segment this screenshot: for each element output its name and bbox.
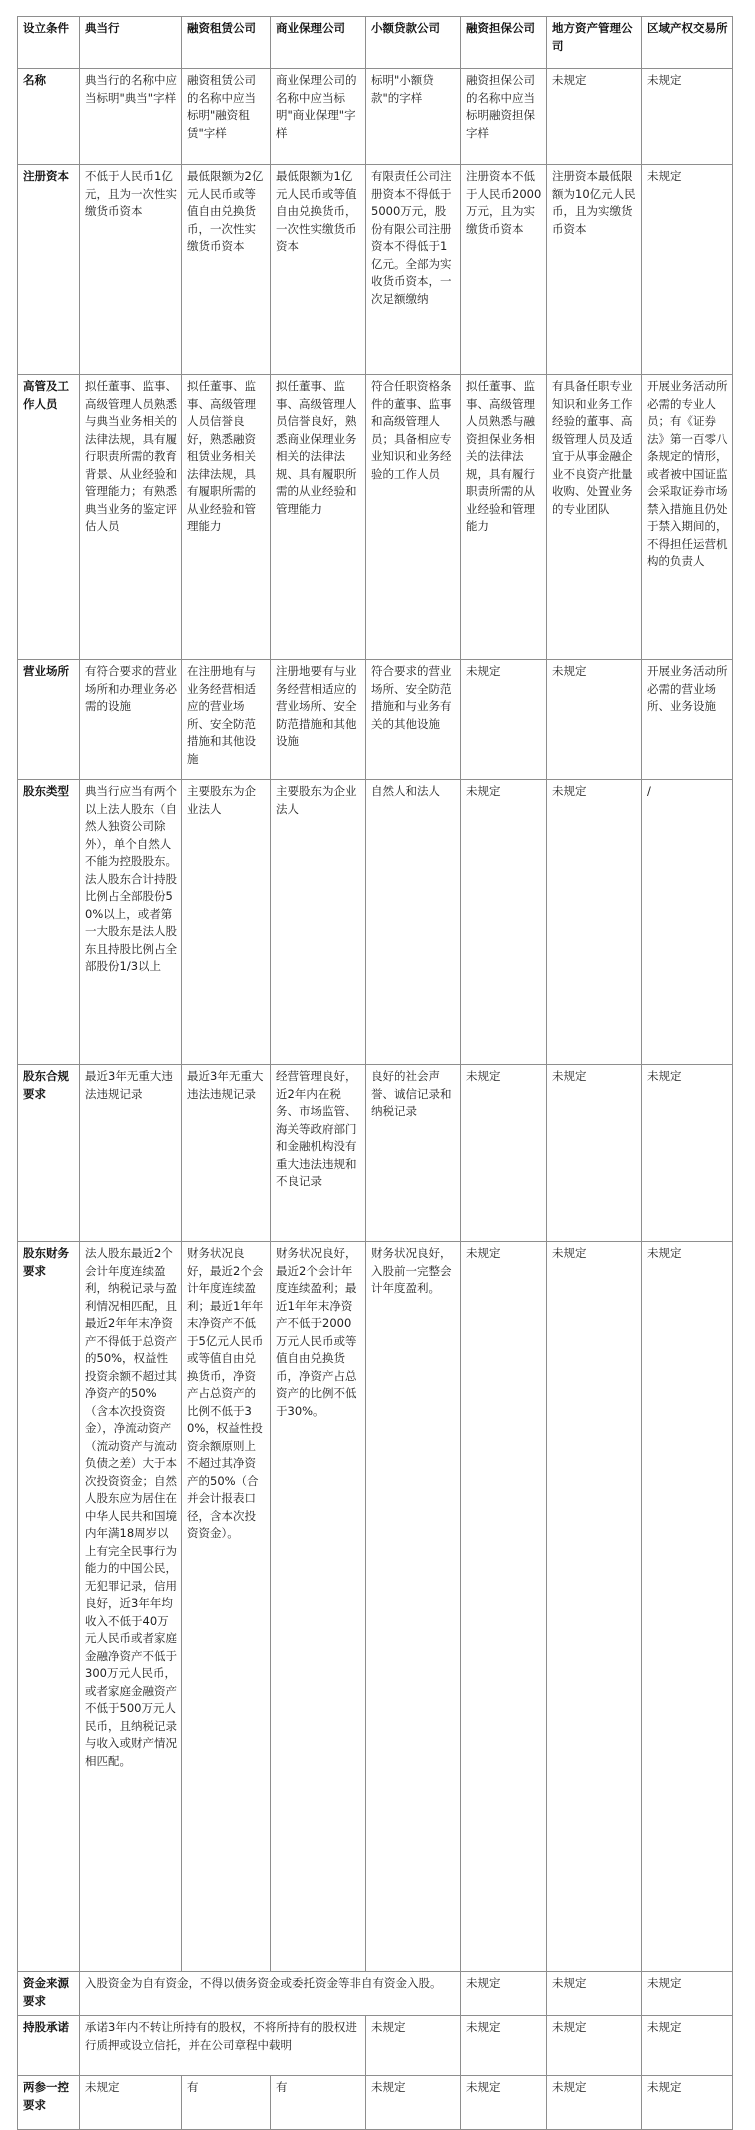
table-cell: 未规定: [461, 1065, 547, 1242]
table-cell: 注册地要有与业务经营相适应的营业场所、安全防范措施和其他设施: [271, 660, 366, 780]
row-label: 股东合规要求: [18, 1065, 80, 1242]
table-cell: 未规定: [461, 1242, 547, 1972]
row-fund-source: [18, 1972, 733, 2016]
table-cell: 未规定: [642, 69, 733, 165]
table-cell: 不低于人民币1亿元，且为一次性实缴货币资本: [80, 165, 182, 375]
header-commercial-factoring: 商业保理公司: [271, 17, 366, 69]
row-label: 高管及工作人员: [18, 375, 80, 660]
row-two-participate-one-control: [18, 2076, 733, 2130]
table-cell: 有具备任职专业知识和业务工作经验的董事、高级管理人员及适宜于从事金融企业不良资产批量收购、处置业务的专业团队: [547, 375, 642, 660]
row-shareholder-finance: [18, 1242, 733, 1972]
table-cell: 自然人和法人: [366, 780, 461, 1065]
merged-cell: 承诺3年内不转让所持有的股权，不将所持有的股权进行质押或设立信托，并在公司章程中载明: [80, 2016, 366, 2076]
row-label: 股东财务要求: [18, 1242, 80, 1972]
table-cell: 注册资本不低于人民币2000万元，且为实缴货币资本: [461, 165, 547, 375]
table-cell: 典当行应当有两个以上法人股东（自然人独资公司除外），单个自然人不能为控股股东。法人股东合计持股比例占全部股份50%以上，或者第一大股东是法人股东且持股比例占全部股份1/3以上: [80, 780, 182, 1065]
table-cell: 未规定: [461, 2016, 547, 2076]
table-cell: 有: [271, 2076, 366, 2130]
table-cell: 未规定: [547, 1242, 642, 1972]
table-cell: 未规定: [547, 69, 642, 165]
table-cell: 未规定: [642, 1242, 733, 1972]
row-label: 两参一控要求: [18, 2076, 80, 2130]
header-financing-guarantee: 融资担保公司: [461, 17, 547, 69]
table-cell: 有符合要求的营业场所和办理业务必需的设施: [80, 660, 182, 780]
table-cell: 典当行的名称中应当标明"典当"字样: [80, 69, 182, 165]
row-label: 注册资本: [18, 165, 80, 375]
table-cell: 未规定: [461, 1972, 547, 2016]
row-shareholder-type: [18, 780, 733, 1065]
table-cell: 未规定: [547, 780, 642, 1065]
table-cell: 有限责任公司注册资本不得低于5000万元，股份有限公司注册资本不得低于1亿元。全部为实收货币资本，一次足额缴纳: [366, 165, 461, 375]
table-cell: 良好的社会声誉、诚信记录和纳税记录: [366, 1065, 461, 1242]
table-cell: 未规定: [547, 2076, 642, 2130]
table-cell: 主要股东为企业法人: [182, 780, 271, 1065]
header-local-amc: 地方资产管理公司: [547, 17, 642, 69]
table-cell: 未规定: [547, 2016, 642, 2076]
table-cell: 未规定: [547, 1972, 642, 2016]
row-label: 营业场所: [18, 660, 80, 780]
table-cell: 有: [182, 2076, 271, 2130]
row-shareholding-commitment: [18, 2016, 733, 2076]
table-cell: 未规定: [461, 660, 547, 780]
row-name: [18, 69, 733, 165]
table-cell: 未规定: [642, 1065, 733, 1242]
table-cell: 经营管理良好，近2年内在税务、市场监管、海关等政府部门和金融机构没有重大违法违规和不良记录: [271, 1065, 366, 1242]
table-cell: 在注册地有与业务经营相适应的营业场所、安全防范措施和其他设施: [182, 660, 271, 780]
row-registered-capital: [18, 165, 733, 375]
table-cell: 拟任董事、监事、高级管理人员信誉良好，熟悉融资租赁业务相关法律法规，具有履职所需的从业经验和管理能力: [182, 375, 271, 660]
table-cell: 最低限额为2亿元人民币或等值自由兑换货币，一次性实缴货币资本: [182, 165, 271, 375]
table-cell: 拟任董事、监事、高级管理人员熟悉与典当业务相关的法律法规，具有履行职责所需的教育背景、从业经验和管理能力；有熟悉典当业务的鉴定评估人员: [80, 375, 182, 660]
table-cell: 符合任职资格条件的董事、监事和高级管理人员；具备相应专业知识和业务经验的工作人员: [366, 375, 461, 660]
table-cell: 符合要求的营业场所、安全防范措施和与业务有关的其他设施: [366, 660, 461, 780]
header-conditions: 设立条件: [18, 17, 80, 69]
table-cell: 注册资本最低限额为10亿元人民币，且为实缴货币资本: [547, 165, 642, 375]
table-cell: 未规定: [461, 780, 547, 1065]
table-cell: 未规定: [642, 1972, 733, 2016]
table-cell: 未规定: [461, 2076, 547, 2130]
table-cell: 未规定: [642, 2076, 733, 2130]
header-financial-leasing: 融资租赁公司: [182, 17, 271, 69]
row-label: 资金来源要求: [18, 1972, 80, 2016]
row-executives-staff: [18, 375, 733, 660]
header-pawnshop: 典当行: [80, 17, 182, 69]
table-cell: 开展业务活动所必需的营业场所、业务设施: [642, 660, 733, 780]
merged-cell: 入股资金为自有资金，不得以债务资金或委托资金等非自有资金入股。: [80, 1972, 461, 2016]
table-cell: 开展业务活动所必需的专业人员；有《证券法》第一百零八条规定的情形，或者被中国证监会采取证券市场禁入措施且仍处于禁入期间的，不得担任运营机构的负责人: [642, 375, 733, 660]
table-cell: 未规定: [642, 165, 733, 375]
table-cell: 财务状况良好，入股前一完整会计年度盈利。: [366, 1242, 461, 1972]
header-row: [18, 17, 733, 69]
table-cell: 最近3年无重大违法违规记录: [80, 1065, 182, 1242]
table-cell: 标明"小额贷款"的字样: [366, 69, 461, 165]
table-cell: 主要股东为企业法人: [271, 780, 366, 1065]
comparison-table: [17, 16, 733, 2130]
header-equity-exchange: 区域产权交易所: [642, 17, 733, 69]
table-cell: 融资担保公司的名称中应当标明融资担保字样: [461, 69, 547, 165]
table-cell: 未规定: [547, 660, 642, 780]
table-cell: 未规定: [547, 1065, 642, 1242]
row-label: 名称: [18, 69, 80, 165]
table-cell: 财务状况良好，最近2个会计年度连续盈利；最近1年年末净资产不低于2000万元人民币或等值自由兑换货币，净资产占总资产的比例不低于30%。: [271, 1242, 366, 1972]
table-cell: 最近3年无重大违法违规记录: [182, 1065, 271, 1242]
table-cell: 拟任董事、监事、高级管理人员信誉良好，熟悉商业保理业务相关的法律法规、具有履职所需的从业经验和管理能力: [271, 375, 366, 660]
table-cell: 未规定: [642, 2016, 733, 2076]
row-shareholder-compliance: [18, 1065, 733, 1242]
table-cell: 未规定: [366, 2076, 461, 2130]
table-cell: 法人股东最近2个会计年度连续盈利，纳税记录与盈利情况相匹配，且最近2年年末净资产不得低于总资产的50%，权益性投资余额不超过其净资产的50%（含本次投资资金），净流动资产（流动资产与流动负债之差）大于本次投资资金；自然人股东应为居住在中华人民共和国境内年满18周岁以上有完全民事行为能力的中国公民，无犯罪记录，信用良好，近3年年均收入不低于40万元人民币或者家庭金融净资产不低于300万元人民币，或者家庭金融资产不低于500万元人民币，且纳税记录与收入或财产情况相匹配。: [80, 1242, 182, 1972]
row-business-premises: [18, 660, 733, 780]
table-cell: 财务状况良好，最近2个会计年度连续盈利；最近1年年末净资产不低于5亿元人民币或等值自由兑换货币，净资产占总资产的比例不低于30%，权益性投资余额原则上不超过其净资产的50%（合并会计报表口径，含本次投资资金）。: [182, 1242, 271, 1972]
row-label: 股东类型: [18, 780, 80, 1065]
table-cell: 拟任董事、监事、高级管理人员熟悉与融资担保业务相关的法律法规，具有履行职责所需的从业经验和管理能力: [461, 375, 547, 660]
table-cell: 最低限额为1亿元人民币或等值自由兑换货币，一次性实缴货币资本: [271, 165, 366, 375]
table-cell: 融资租赁公司的名称中应当标明"融资租赁"字样: [182, 69, 271, 165]
table-cell: 未规定: [80, 2076, 182, 2130]
table-cell: /: [642, 780, 733, 1065]
header-microcredit: 小额贷款公司: [366, 17, 461, 69]
table-cell: 商业保理公司的名称中应当标明"商业保理"字样: [271, 69, 366, 165]
table-cell: 未规定: [366, 2016, 461, 2076]
row-label: 持股承诺: [18, 2016, 80, 2076]
